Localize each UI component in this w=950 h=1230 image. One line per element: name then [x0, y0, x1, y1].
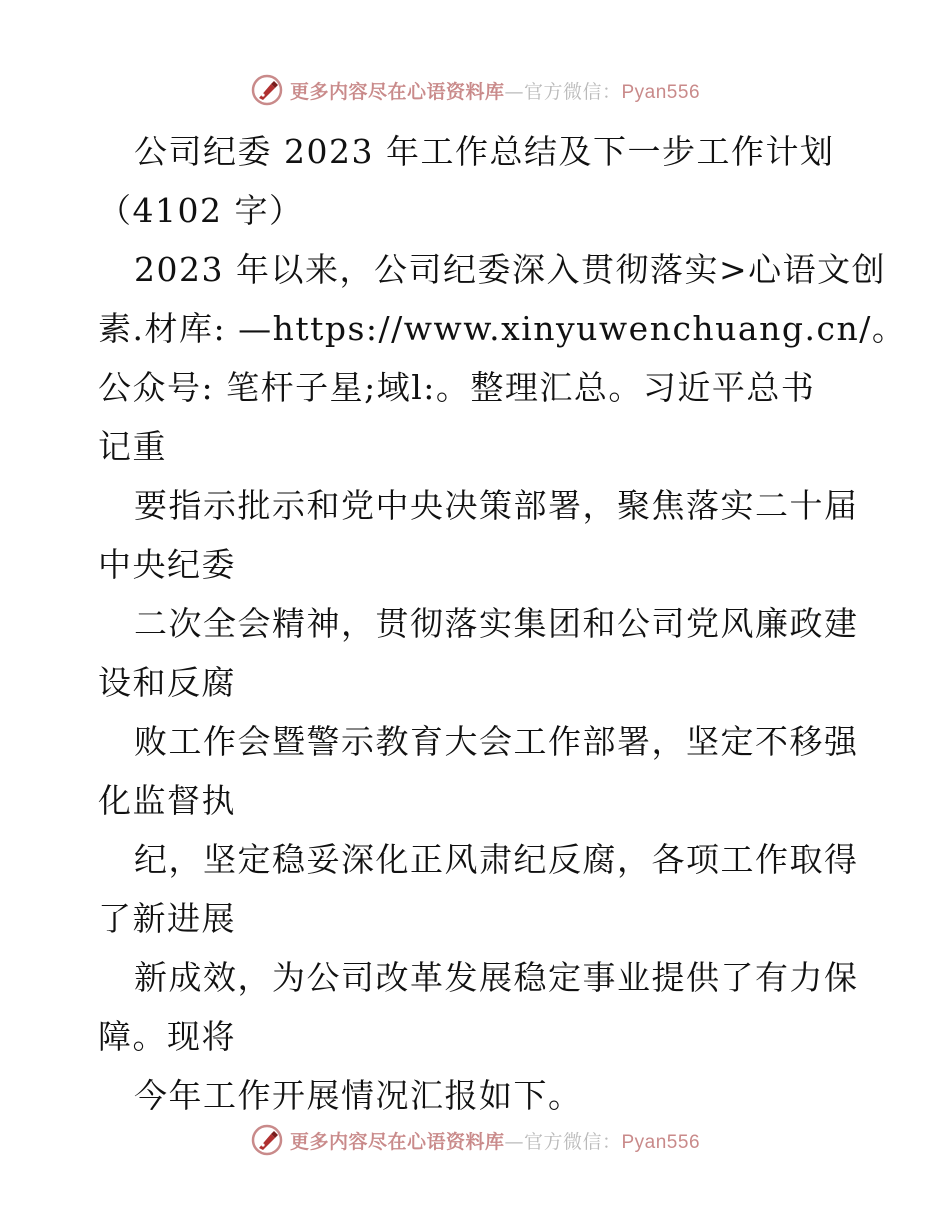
pen-nib-logo-icon [250, 73, 284, 107]
header-banner [0, 70, 950, 110]
paragraph-line: 障。现将 [98, 1017, 236, 1056]
paragraph-line: 要指示批示和党中央决策部署，聚焦落实二十届 [134, 486, 859, 525]
banner-wechat-label: 官方微信： [523, 1130, 622, 1153]
banner-wechat-label: 官方微信： [523, 80, 622, 103]
paragraph-line: 素.材库: —https://www.xinyuwenchuang.cn/。 [98, 309, 907, 348]
banner-text [290, 1127, 700, 1154]
banner-separator: — [504, 1130, 524, 1153]
banner-separator: — [504, 80, 524, 103]
footer-banner [0, 1120, 950, 1160]
paragraph-line: 记重 [98, 427, 167, 466]
document-title: 公司纪委 2023 年工作总结及下一步工作计划 [134, 132, 835, 171]
banner-site-text: 更多内容尽在心语资料库 [289, 1130, 505, 1153]
banner-text [290, 77, 700, 104]
paragraph-line: 今年工作开展情况汇报如下。 [134, 1076, 583, 1115]
paragraph-line: 化监督执 [98, 781, 236, 820]
paragraph-line: 2023 年以来，公司纪委深入贯彻落实>心语文创 [134, 250, 887, 289]
paragraph-line: 设和反腐 [98, 663, 236, 702]
paragraph-line: 新成效，为公司改革发展稳定事业提供了有力保 [134, 958, 859, 997]
banner-wechat-handle: Pyan556 [621, 1131, 701, 1153]
paragraph-line: 中央纪委 [98, 545, 236, 584]
pen-nib-logo-icon [250, 1123, 284, 1157]
paragraph-line: 公众号: 笔杆子星;域l:。整理汇总。习近平总书 [98, 368, 816, 407]
banner-wechat-handle: Pyan556 [621, 81, 701, 103]
paragraph-line: 了新进展 [98, 899, 236, 938]
paragraph-line: 二次全会精神，贯彻落实集团和公司党风廉政建 [134, 604, 859, 643]
document-title-wordcount: （4102 字） [98, 191, 304, 230]
document-body [98, 122, 907, 1125]
banner-site-text: 更多内容尽在心语资料库 [289, 80, 505, 103]
paragraph-line: 败工作会暨警示教育大会工作部署，坚定不移强 [134, 722, 859, 761]
paragraph-line: 纪，坚定稳妥深化正风肃纪反腐，各项工作取得 [134, 840, 859, 879]
